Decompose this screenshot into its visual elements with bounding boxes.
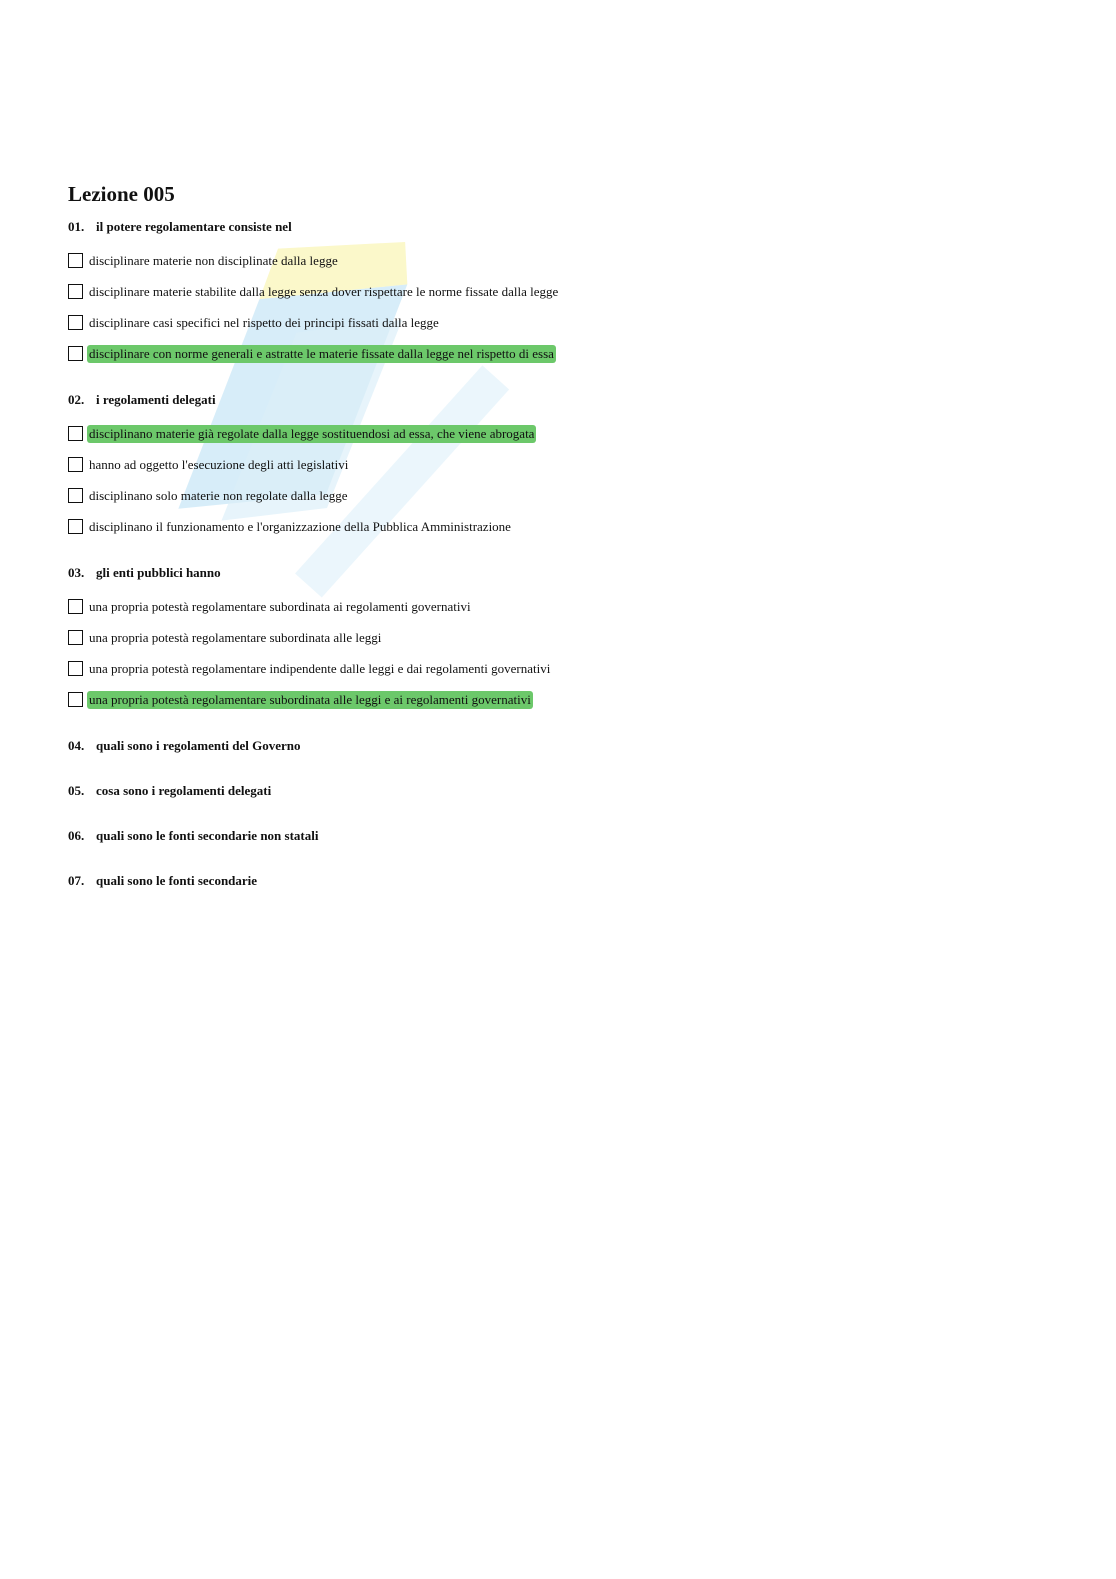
answer-option[interactable] [68,480,1048,511]
question-number: 06. [68,828,85,843]
question-heading [68,870,1048,892]
question-text: cosa sono i regolamenti delegati [96,783,272,798]
answer-option[interactable] [68,511,1048,542]
answer-option[interactable] [68,449,1048,480]
question-6 [68,825,1048,847]
question-5 [68,780,1048,802]
answer-checkbox[interactable] [68,253,83,268]
answer-option[interactable] [68,653,1048,684]
question-7 [68,870,1048,892]
answer-option-correct[interactable] [68,418,1048,449]
answer-text: una propria potestà regolamentare indipendente dalle leggi e dai regolamenti governativi [89,660,551,676]
question-2 [68,389,1048,542]
answer-checkbox[interactable] [68,457,83,472]
answer-text-highlighted: disciplinare con norme generali e astratte le materie fissate dalla legge nel rispetto di essa [89,345,554,361]
answer-option-correct[interactable] [68,338,1048,369]
question-number: 01. [68,219,85,234]
answer-text: disciplinano il funzionamento e l'organizzazione della Pubblica Amministrazione [89,518,511,534]
answer-option[interactable] [68,622,1048,653]
answer-text: disciplinare materie stabilite dalla legge senza dover rispettare le norme fissate dalla legge [89,283,559,299]
answer-checkbox[interactable] [68,315,83,330]
question-3 [68,562,1048,715]
question-text: il potere regolamentare consiste nel [96,219,292,234]
answer-option[interactable] [68,591,1048,622]
question-text: quali sono le fonti secondarie non statali [96,828,319,843]
answer-option-correct[interactable] [68,684,1048,715]
answer-checkbox[interactable] [68,599,83,614]
question-number: 03. [68,565,85,580]
answer-checkbox[interactable] [68,426,83,441]
answer-checkbox[interactable] [68,284,83,299]
question-heading [68,780,1048,802]
question-text: quali sono i regolamenti del Governo [96,738,301,753]
question-4 [68,735,1048,757]
question-heading [68,825,1048,847]
answer-text: una propria potestà regolamentare subordinata ai regolamenti governativi [89,598,471,614]
question-heading [68,562,1048,584]
question-text: gli enti pubblici hanno [96,565,221,580]
question-number: 05. [68,783,85,798]
question-number: 04. [68,738,85,753]
answer-checkbox[interactable] [68,661,83,676]
answer-checkbox[interactable] [68,519,83,534]
question-text: quali sono le fonti secondarie [96,873,258,888]
answer-text: hanno ad oggetto l'esecuzione degli atti legislativi [89,456,349,472]
answer-option[interactable] [68,307,1048,338]
answer-checkbox[interactable] [68,692,83,707]
document-page [68,178,1048,915]
answer-checkbox[interactable] [68,630,83,645]
question-number: 07. [68,873,85,888]
answer-option[interactable] [68,245,1048,276]
question-number: 02. [68,392,85,407]
question-heading [68,735,1048,757]
answer-text: disciplinare materie non disciplinate dalla legge [89,252,338,268]
answer-text-highlighted: disciplinano materie già regolate dalla legge sostituendosi ad essa, che viene abrogata [89,425,535,441]
lesson-title: Lezione 005 [68,182,175,206]
answer-text: disciplinare casi specifici nel rispetto dei principi fissati dalla legge [89,314,439,330]
question-1 [68,216,1048,369]
answer-text: una propria potestà regolamentare subordinata alle leggi [89,629,382,645]
answer-checkbox[interactable] [68,346,83,361]
answer-checkbox[interactable] [68,488,83,503]
question-text: i regolamenti delegati [96,392,216,407]
answer-text-highlighted: una propria potestà regolamentare subordinata alle leggi e ai regolamenti governativi [89,691,531,707]
question-heading [68,216,1048,238]
answer-text: disciplinano solo materie non regolate dalla legge [89,487,348,503]
question-heading [68,389,1048,411]
answer-option[interactable] [68,276,1048,307]
